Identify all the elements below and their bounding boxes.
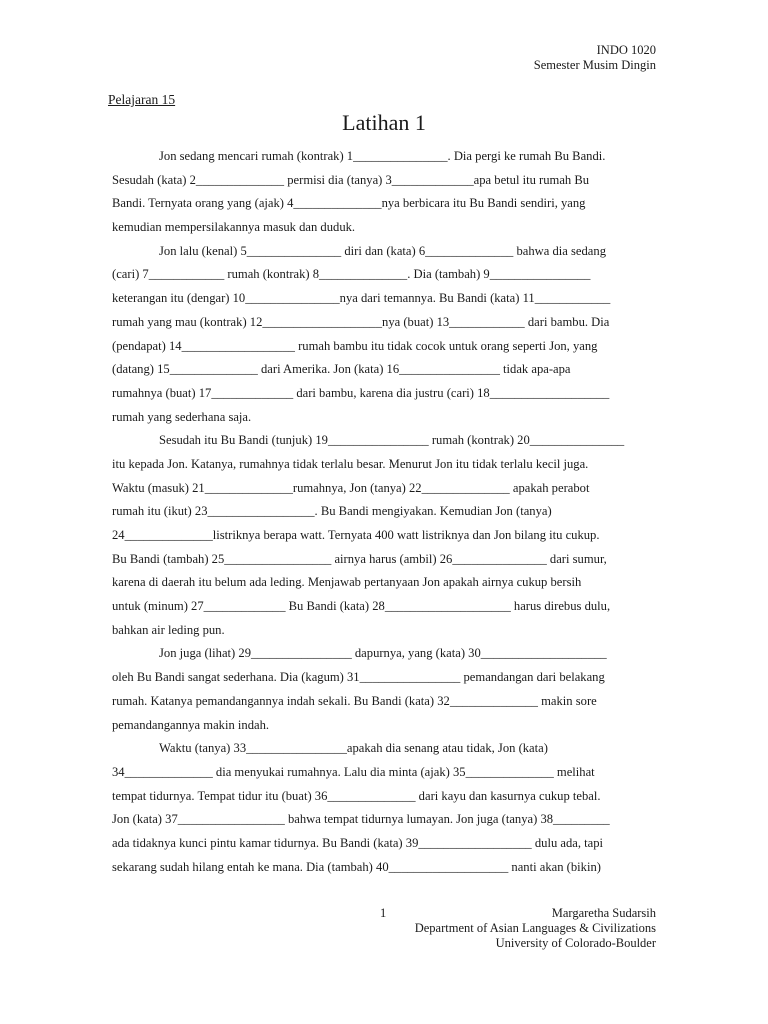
page-header [534,43,656,73]
page-footer [415,906,656,951]
exercise-body [112,145,659,879]
text-line: Bandi. Ternyata orang yang (ajak) 4______________nya berbicara itu Bu Bandi sendiri, yang [112,196,586,211]
text-line: rumah yang sederhana saja. [112,409,252,424]
text-line: pemandangannya makin indah. [112,717,270,732]
text-line: Bu Bandi (tambah) 25_________________ airnya harus (ambil) 26_______________ dari sumur, [112,551,607,566]
text-line: 34______________ dia menyukai rumahnya. Lalu dia minta (ajak) 35______________ melihat [112,764,595,779]
exercise-title: Latihan 1 [342,110,426,135]
text-line: kemudian mempersilakannya masuk dan duduk. [112,220,356,235]
course-code: INDO 1020 [596,43,656,57]
text-line: rumah yang mau (kontrak) 12___________________nya (buat) 13____________ dari bambu. Dia [112,314,610,329]
text-line: Waktu (tanya) 33________________apakah dia senang atau tidak, Jon (kata) [159,741,548,756]
text-line: rumahnya (buat) 17_____________ dari bambu, karena dia justru (cari) 18___________________ [112,385,610,400]
text-line: Jon lalu (kenal) 5_______________ diri dan (kata) 6______________ bahwa dia sedang [159,243,606,258]
text-line: sekarang sudah hilang entah ke mana. Dia (tambah) 40___________________ nanti akan (bikin) [112,859,601,874]
department-name: Department of Asian Languages & Civilizations [414,921,656,935]
text-line: untuk (minum) 27_____________ Bu Bandi (kata) 28____________________ harus direbus dulu, [112,599,611,614]
text-line: itu kepada Jon. Katanya, rumahnya tidak terlalu besar. Menurut Jon itu tidak terlalu kecil juga. [112,456,589,471]
author-name: Margaretha Sudarsih [551,906,656,920]
semester-label: Semester Musim Dingin [533,58,656,72]
text-line: (cari) 7____________ rumah (kontrak) 8______________. Dia (tambah) 9________________ [112,267,591,282]
text-line: oleh Bu Bandi sangat sederhana. Dia (kagum) 31________________ pemandangan dari belakang [112,670,605,685]
text-line: Sesudah (kata) 2______________ permisi dia (tanya) 3_____________apa betul itu rumah Bu [112,172,590,187]
university-name: University of Colorado-Boulder [495,936,656,950]
text-line: Jon (kata) 37_________________ bahwa tempat tidurnya lumayan. Jon juga (tanya) 38_________ [112,812,610,827]
text-line: Sesudah itu Bu Bandi (tunjuk) 19________________ rumah (kontrak) 20_______________ [159,433,625,448]
page-number: 1 [380,906,387,920]
text-line: rumah itu (ikut) 23_________________. Bu Bandi mengiyakan. Kemudian Jon (tanya) [112,504,552,519]
text-line: (pendapat) 14__________________ rumah bambu itu tidak cocok untuk orang seperti Jon, yang [112,338,598,353]
text-line: 24______________listriknya berapa watt. Ternyata 400 watt listriknya dan Jon bilang itu cukup. [112,528,600,542]
text-line: Jon juga (lihat) 29________________ dapurnya, yang (kata) 30____________________ [159,646,607,661]
text-line: Jon sedang mencari rumah (kontrak) 1_______________. Dia pergi ke rumah Bu Bandi. [159,149,606,163]
text-line: keterangan itu (dengar) 10_______________nya dari temannya. Bu Bandi (kata) 11____________ [112,291,611,306]
text-line: bahkan air leding pun. [112,622,225,637]
text-line: Waktu (masuk) 21______________rumahnya, Jon (tanya) 22______________ apakah perabot [112,480,590,495]
text-line: rumah. Katanya pemandangannya indah sekali. Bu Bandi (kata) 32______________ makin sore [112,693,597,708]
text-line: ada tidaknya kunci pintu kamar tidurnya. Bu Bandi (kata) 39__________________ dulu ada, tapi [112,835,604,850]
text-line: karena di daerah itu belum ada leding. Menjawab pertanyaan Jon apakah airnya cukup bersih [112,575,582,590]
lesson-label: Pelajaran 15 [108,92,176,107]
text-line: tempat tidurnya. Tempat tidur itu (buat) 36______________ dari kayu dan kasurnya cukup tebal. [112,788,601,803]
text-line: (datang) 15______________ dari Amerika. Jon (kata) 16________________ tidak apa-apa [112,362,571,377]
